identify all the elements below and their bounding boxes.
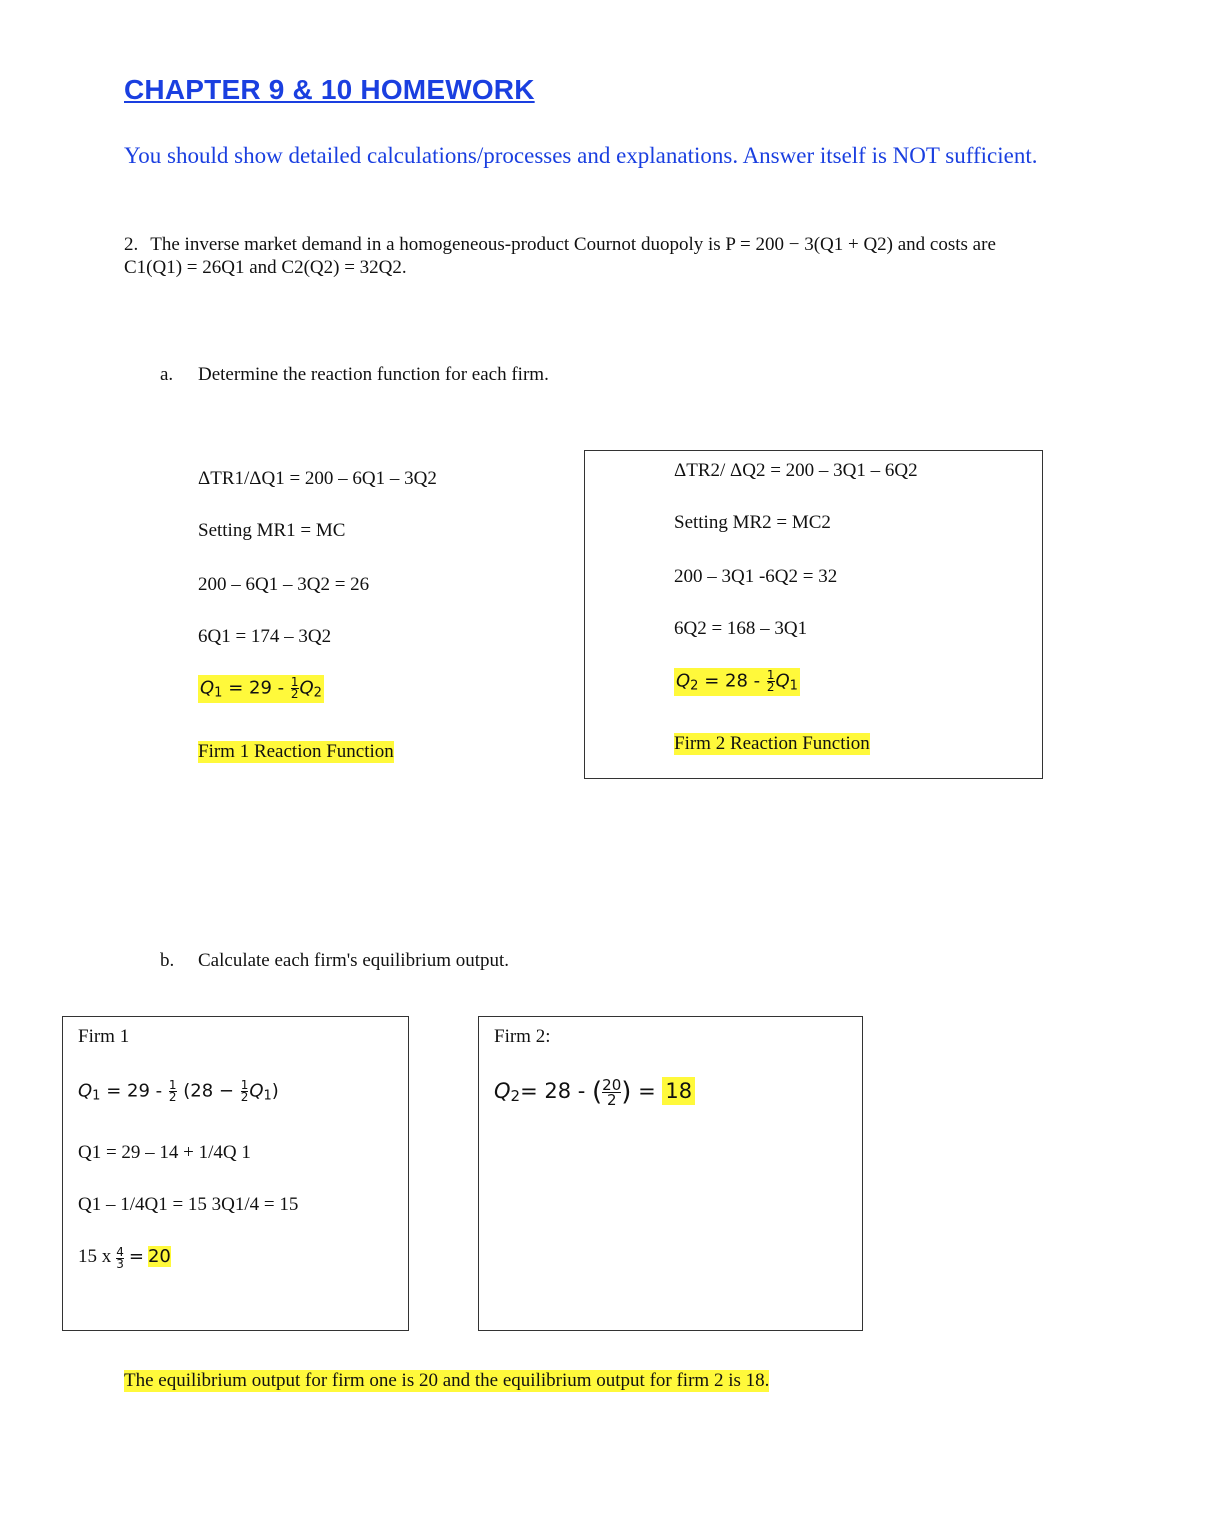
- page-title: CHAPTER 9 & 10 HOMEWORK: [124, 74, 535, 105]
- firm1-step2: Setting MR1 = MC: [198, 520, 346, 541]
- firm2-reaction-label: Firm 2 Reaction Function: [674, 733, 870, 754]
- firm1-eq3: Q1 – 1/4Q1 = 15 3Q1/4 = 15: [78, 1194, 299, 1215]
- firm2-eq: $Q_2= 28$ - ( $\frac{20}{2}$ ) = 18: [494, 1077, 695, 1107]
- firm1-reaction-label: Firm 1 Reaction Function: [198, 741, 394, 762]
- firm1-equilibrium-box: [62, 1016, 409, 1331]
- firm1-eq4: 15 x $\frac{4}{3}$ = 20: [78, 1244, 171, 1271]
- part-b-prompt: Calculate each firm's equilibrium output.: [198, 950, 510, 971]
- firm1-eq1: $Q_1 = 29$ - $\frac{1}{2}$ (28 − $\frac{1}{2}$ $Q_1$): [78, 1078, 279, 1104]
- part-a-prompt: Determine the reaction function for each firm.: [198, 364, 549, 385]
- firm2-step4: 6Q2 = 168 – 3Q1: [674, 618, 808, 639]
- firm2-heading: Firm 2:: [494, 1026, 551, 1047]
- conclusion: The equilibrium output for firm one is 20 and the equilibrium output for firm 2 is 18.: [124, 1370, 770, 1391]
- part-a-letter: a.: [160, 364, 174, 385]
- firm1-heading: Firm 1: [78, 1026, 130, 1047]
- firm2-reaction-equation: $Q_2 = 28$ - $\frac{1}{2}$ $Q_1$: [676, 668, 798, 694]
- firm1-step3: 200 – 6Q1 – 3Q2 = 26: [198, 574, 370, 595]
- question: [124, 233, 1124, 257]
- firm2-equilibrium-box: [478, 1016, 863, 1331]
- firm1-step1: ΔTR1/ΔQ1 = 200 – 6Q1 – 3Q2: [198, 468, 437, 489]
- firm2-step2: Setting MR2 = MC2: [674, 512, 831, 533]
- question-text-line2: C1(Q1) = 26Q1 and C2(Q2) = 32Q2.: [124, 257, 407, 278]
- fraction: $\frac{1}{2}$: [290, 675, 299, 701]
- firm1-eq2: Q1 = 29 – 14 + 1/4Q 1: [78, 1142, 251, 1163]
- firm2-result: 18: [662, 1077, 695, 1105]
- firm2-step1: ΔTR2/ ΔQ2 = 200 – 3Q1 – 6Q2: [674, 460, 918, 481]
- firm1-step4: 6Q1 = 174 – 3Q2: [198, 626, 332, 647]
- firm2-step3: 200 – 3Q1 -6Q2 = 32: [674, 566, 838, 587]
- firm2-reaction-box: [584, 450, 1043, 779]
- firm1-result: 20: [147, 1246, 171, 1267]
- question-number: 2.: [124, 234, 139, 255]
- firm1-reaction-equation: $Q_1 = 29$ - $\frac{1}{2}$ $Q_2$: [200, 675, 322, 701]
- fraction: $\frac{1}{2}$: [766, 668, 775, 694]
- part-b-letter: b.: [160, 950, 175, 971]
- instructions: You should show detailed calculations/processes and explanations. Answer itself is NOT sufficient.: [124, 143, 1038, 168]
- question-text-line1: The inverse market demand in a homogeneous-product Cournot duopoly is P = 200 − 3(Q1 + Q2) and costs are: [150, 234, 996, 255]
